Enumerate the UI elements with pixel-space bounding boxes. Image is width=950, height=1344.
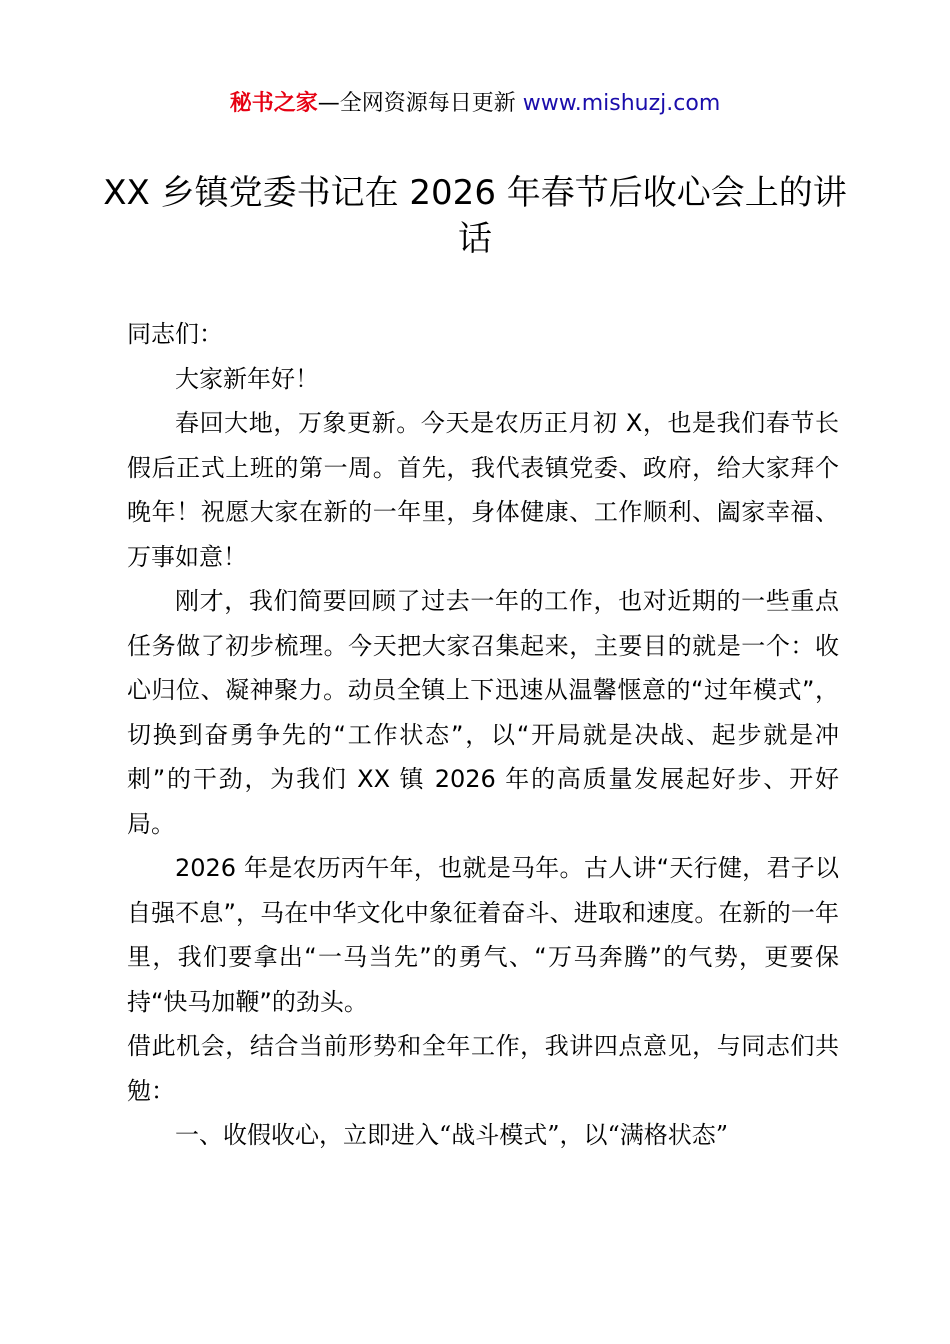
section-heading-one: 一、收假收心，立即进入“战斗模式”，以“满格状态” <box>175 1121 729 1149</box>
paragraph-horse-year: 2026 年是农历丙午年，也就是马年。古人讲“天行健，君子以自强不息”，马在中华文化中象征着奋斗、进取和速度。在新的一年里，我们要拿出“一马当先”的勇气、“万马奔腾”的气势，更要保持“快马加鞭”的劲头。 <box>127 854 839 1016</box>
site-header <box>0 88 950 120</box>
site-url[interactable]: www.mishuzj.com <box>522 91 721 116</box>
paragraph-opening: 春回大地，万象更新。今天是农历正月初 X，也是我们春节长假后正式上班的第一周。首先，我代表镇党委、政府，给大家拜个晚年！祝愿大家在新的一年里，身体健康、工作顺利、阖家幸福、万事如意！ <box>127 409 839 571</box>
document-body <box>127 312 839 1158</box>
paragraph-greeting: 大家新年好！ <box>175 364 319 393</box>
site-tagline: —全网资源每日更新 <box>317 91 523 116</box>
salutation: 同志们： <box>127 320 223 348</box>
document-title: XX 乡镇党委书记在 2026 年春节后收心会上的讲话 <box>103 173 847 259</box>
paragraph-purpose: 刚才，我们简要回顾了过去一年的工作，也对近期的一些重点任务做了初步梳理。今天把大家召集起来，主要目的就是一个：收心归位、凝神聚力。动员全镇上下迅速从温馨惬意的“过年模式”，切换到奋勇争先的“工作状态”，以“开局就是决战、起步就是冲刺”的干劲，为我们 XX 镇 2026 年的高质量发展起好步、开好局。 <box>127 587 839 838</box>
paragraph-transition: 借此机会，结合当前形势和全年工作，我讲四点意见，与同志们共勉： <box>127 1032 839 1105</box>
site-brand: 秘书之家 <box>229 91 318 116</box>
